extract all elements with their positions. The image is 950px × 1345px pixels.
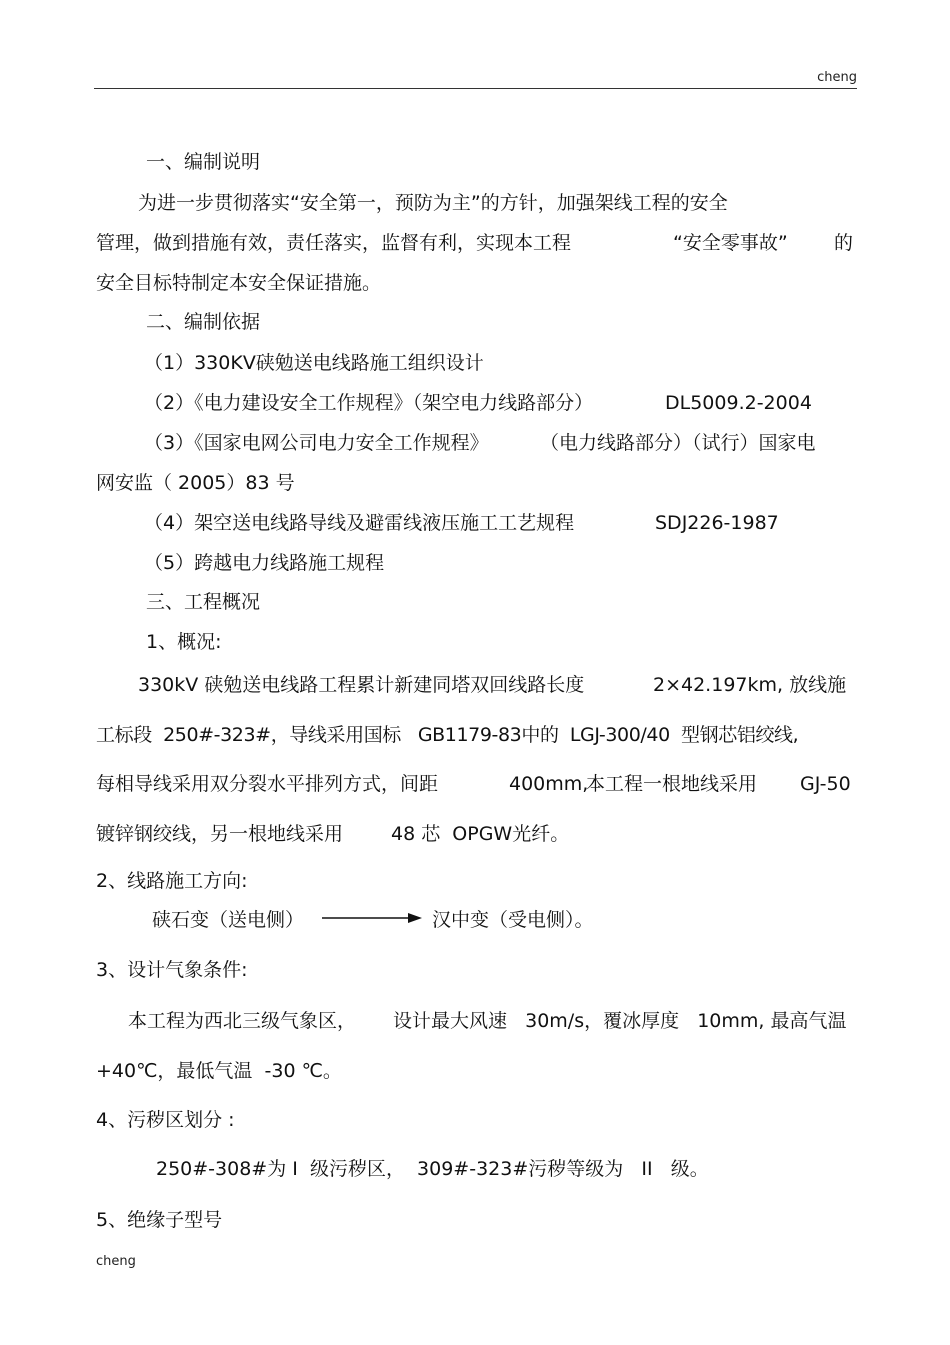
section-3-title: 三、工程概况 bbox=[146, 591, 261, 613]
section-1-paragraph-line-2a: 管理，做到措施有效，责任落实，监督有利，实现本工程 bbox=[96, 232, 572, 254]
section-1-paragraph-line-2c: 的 bbox=[834, 232, 854, 254]
basis-item-3-cont: （电力线路部分）（试行）国家电 bbox=[540, 432, 816, 454]
basis-item-5: （5）跨越电力线路施工规程 bbox=[144, 552, 385, 574]
header-author: cheng bbox=[817, 70, 857, 85]
section-2-title: 二、编制依据 bbox=[146, 311, 261, 333]
direction-from: 硖石变（送电侧） bbox=[152, 909, 305, 931]
subsection-pollution: 4、污秽区划分 : bbox=[96, 1109, 235, 1131]
section-1-title: 一、编制说明 bbox=[146, 151, 261, 173]
overview-line-3-spacing: 400mm, bbox=[509, 773, 589, 795]
direction-to: 汉中变（受电侧）。 bbox=[432, 909, 594, 931]
basis-item-2: （2）《电力建设安全工作规程》（架空电力线路部分） bbox=[144, 392, 594, 414]
subsection-direction: 2、线路施工方向: bbox=[96, 870, 248, 892]
section-1-paragraph-line-1: 为进一步贯彻落实“安全第一，预防为主”的方针，加强架线工程的安全 bbox=[138, 192, 728, 214]
overview-line-3-cont: 本工程一根地线采用 bbox=[586, 773, 758, 795]
overview-line-4-cont: 48 芯 OPGW光纤。 bbox=[391, 823, 570, 845]
overview-line-1-cont: 2×42.197km, 放线施 bbox=[653, 674, 847, 696]
direction-arrow-icon bbox=[322, 910, 422, 926]
weather-line-1: 本工程为西北三级气象区， bbox=[128, 1010, 357, 1032]
section-1-paragraph-line-2b: “安全零事故” bbox=[673, 232, 788, 254]
basis-item-3-line-2: 网安监（ 2005）83 号 bbox=[96, 472, 295, 494]
basis-item-1: （1）330KV硖勉送电线路施工组织设计 bbox=[144, 352, 484, 374]
overview-line-3: 每相导线采用双分裂水平排列方式，间距 bbox=[96, 773, 439, 795]
pollution-line: 250#-308#为 I 级污秽区， 309#-323#污秽等级为 II 级。 bbox=[156, 1158, 709, 1180]
overview-line-4: 镀锌钢绞线，另一根地线采用 bbox=[96, 823, 344, 845]
basis-item-4-code: SDJ226-1987 bbox=[655, 512, 779, 534]
weather-line-1-cont: 设计最大风速 30m/s，覆冰厚度 10mm, 最高气温 bbox=[393, 1010, 847, 1032]
weather-line-2: +40℃，最低气温 -30 ℃。 bbox=[96, 1060, 342, 1082]
subsection-weather: 3、设计气象条件: bbox=[96, 959, 248, 981]
basis-item-3: （3）《国家电网公司电力安全工作规程》 bbox=[144, 432, 489, 454]
subsection-overview: 1、概况: bbox=[146, 631, 222, 653]
overview-line-3-code: GJ-50 bbox=[800, 773, 851, 795]
header-rule bbox=[94, 88, 857, 89]
basis-item-2-code: DL5009.2-2004 bbox=[665, 392, 812, 414]
overview-line-2: 工标段 250#-323#，导线采用国标 GB1179-83中的 LGJ-300/40 型钢芯铝绞线, bbox=[96, 724, 799, 746]
overview-line-1: 330kV 硖勉送电线路工程累计新建同塔双回线路长度 bbox=[138, 674, 585, 696]
footer-author: cheng bbox=[96, 1254, 136, 1269]
section-1-paragraph-line-3: 安全目标特制定本安全保证措施。 bbox=[96, 272, 382, 294]
basis-item-4: （4）架空送电线路导线及避雷线液压施工工艺规程 bbox=[144, 512, 575, 534]
subsection-insulator: 5、绝缘子型号 bbox=[96, 1209, 223, 1231]
